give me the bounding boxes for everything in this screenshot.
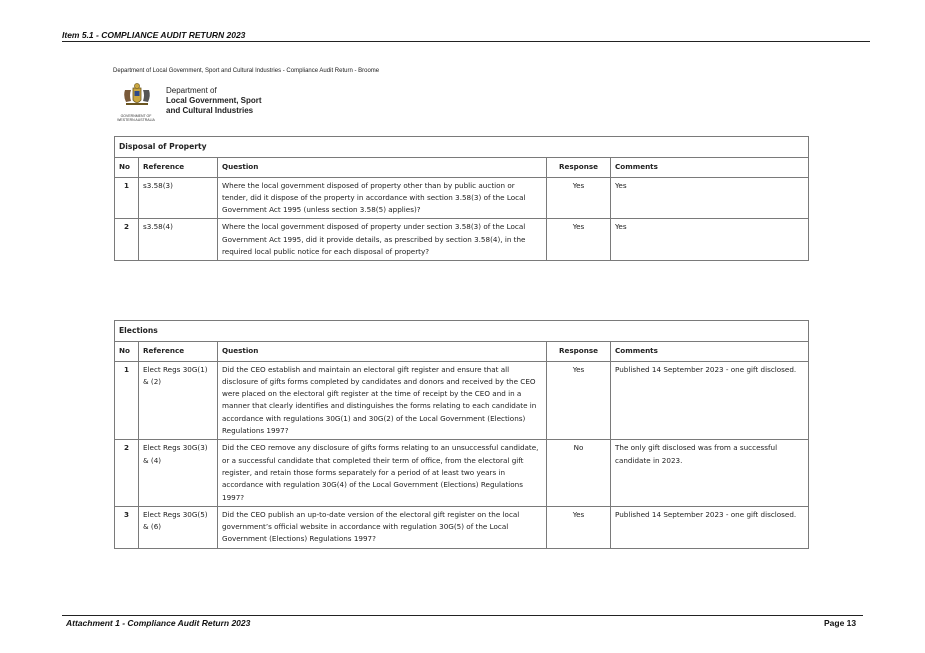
- table-header-row: [115, 342, 809, 361]
- row-response: Yes: [547, 506, 611, 548]
- footer-attachment-label: Attachment 1 - Compliance Audit Return 2023: [66, 618, 251, 628]
- column-header-reference: Reference: [139, 158, 218, 177]
- elections-table: [114, 320, 809, 549]
- table-row: [115, 177, 809, 219]
- logo-caption: GOVERNMENT OF WESTERN AUSTRALIA: [117, 114, 155, 122]
- page-number: Page 13: [824, 618, 857, 628]
- row-comments: Yes: [611, 177, 809, 219]
- department-name: [166, 86, 262, 116]
- column-header-response: Response: [547, 342, 611, 361]
- coat-of-arms-icon: [117, 82, 157, 114]
- department-line-2: Local Government, Sport: [166, 96, 262, 105]
- table-row: [115, 361, 809, 440]
- footer-divider: [62, 615, 863, 616]
- table-row: [115, 506, 809, 548]
- table-title: Disposal of Property: [115, 137, 809, 158]
- table-header-row: [115, 158, 809, 177]
- row-question: Did the CEO remove any disclosure of gifts forms relating to an unsuccessful candidate, or a successful candidate that completed their term of office, from the electoral gift register, and retain those forms separately for a period of at least two years in accordance with regulation 30G(4) of the Local Government (Elections) Regulations 1997?: [218, 440, 547, 506]
- header-divider: [62, 41, 870, 42]
- row-reference: Elect Regs 30G(5) & (6): [139, 506, 218, 548]
- row-number: 2: [115, 219, 139, 261]
- row-comments: Published 14 September 2023 - one gift disclosed.: [611, 506, 809, 548]
- row-reference: Elect Regs 30G(1) & (2): [139, 361, 218, 440]
- row-response: Yes: [547, 177, 611, 219]
- row-response: No: [547, 440, 611, 506]
- table-title: Elections: [115, 321, 809, 342]
- row-number: 1: [115, 361, 139, 440]
- column-header-question: Question: [218, 158, 547, 177]
- row-question: Did the CEO publish an up-to-date version of the electoral gift register on the local government’s official website in accordance with regulation 30G(5) of the Local Government (Elections) Regulations 1997?: [218, 506, 547, 548]
- column-header-no: No: [115, 158, 139, 177]
- column-header-response: Response: [547, 158, 611, 177]
- row-question: Did the CEO establish and maintain an electoral gift register and ensure that all disclosure of gifts forms completed by candidates and donors and received by the CEO were placed on the electoral gift register at the time of receipt by the CEO and in a manner that clearly identifies and distinguishes the forms relating to each candidate in accordance with regulations 30G(1) and 30G(2) of the Local Government (Elections) Regulations 1997?: [218, 361, 547, 440]
- page-header-title: Item 5.1 - COMPLIANCE AUDIT RETURN 2023: [62, 30, 246, 40]
- table-row: [115, 440, 809, 506]
- row-reference: Elect Regs 30G(3) & (4): [139, 440, 218, 506]
- table-row: [115, 219, 809, 261]
- row-question: Where the local government disposed of property other than by public auction or tender, did it dispose of the property in accordance with section 3.58(3) of the Local Government Act 1995 (unless section 3.58(5) applies)?: [218, 177, 547, 219]
- row-number: 2: [115, 440, 139, 506]
- row-comments: The only gift disclosed was from a successful candidate in 2023.: [611, 440, 809, 506]
- row-question: Where the local government disposed of property under section 3.58(3) of the Local Government Act 1995, did it provide details, as prescribed by section 3.58(4), in the required local public notice for each disposal of property?: [218, 219, 547, 261]
- column-header-no: No: [115, 342, 139, 361]
- row-response: Yes: [547, 219, 611, 261]
- department-line-3: and Cultural Industries: [166, 106, 254, 115]
- row-number: 1: [115, 177, 139, 219]
- disposal-of-property-table: [114, 136, 809, 261]
- column-header-comments: Comments: [611, 342, 809, 361]
- row-comments: Yes: [611, 219, 809, 261]
- column-header-reference: Reference: [139, 342, 218, 361]
- row-comments: Published 14 September 2023 - one gift disclosed.: [611, 361, 809, 440]
- column-header-question: Question: [218, 342, 547, 361]
- row-number: 3: [115, 506, 139, 548]
- row-reference: s3.58(4): [139, 219, 218, 261]
- department-line-1: Department of: [166, 86, 217, 95]
- document-caption: Department of Local Government, Sport and Cultural Industries - Compliance Audit Return - Broome: [113, 68, 380, 74]
- row-response: Yes: [547, 361, 611, 440]
- row-reference: s3.58(3): [139, 177, 218, 219]
- column-header-comments: Comments: [611, 158, 809, 177]
